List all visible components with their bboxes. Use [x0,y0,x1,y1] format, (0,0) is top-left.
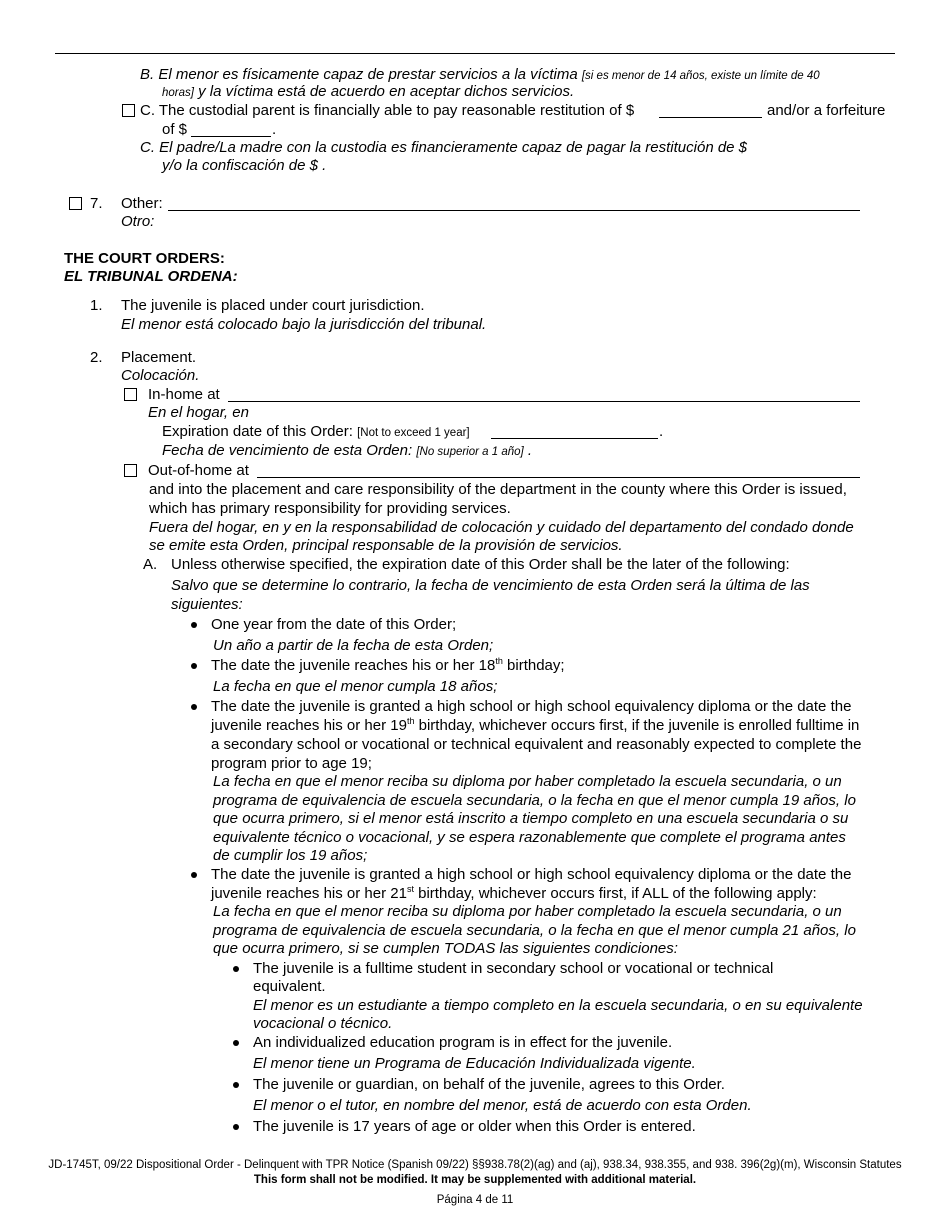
bullet [191,872,197,878]
sec6-c-es-line2: y/o la confiscación de $ . [162,157,327,174]
bullet3-line1: The date the juvenile is granted a high school or high school equivalency diploma or the date the [211,698,852,715]
bullet2-text-es: La fecha en que el menor cumpla 18 años; [213,678,498,695]
order1-text: The juvenile is placed under court jurisdiction. [121,297,425,314]
sub1-line1: The juvenile is a fulltime student in secondary school or vocational or technical [253,960,774,977]
sec6-c-checkbox[interactable] [122,104,135,117]
order1-number: 1. [90,297,103,314]
sub2-text: An individualized education program is in effect for the juvenile. [253,1034,673,1051]
bullet [191,704,197,710]
bullet [191,663,197,669]
sub3-text-es: El menor o el tutor, en nombre del menor, está de acuerdo con esta Orden. [253,1097,752,1114]
sec6-b-es-line2: horas] y la víctima está de acuerdo en aceptar dichos servicios. [162,83,575,100]
bullet3-line4: program prior to age 19; [211,755,372,772]
bullet4-es-line3: que ocurra primero, si se cumplen TODAS las siguientes condiciones: [213,940,678,957]
out-of-home-text-2: which has primary responsibility for providing services. [149,500,511,517]
sub1-es-line2: vocacional o técnico. [253,1015,393,1032]
item7-number: 7. [90,195,103,212]
bullet1-text: One year from the date of this Order; [211,616,457,633]
bullet1-text-es: Un año a partir de la fecha de esta Orden; [213,637,494,654]
footer-notice: This form shall not be modified. It may be supplemented with additional material. [253,1174,697,1186]
order2-number: 2. [90,349,103,366]
sec6-c-en-end: . [272,121,277,138]
item7-label-es: Otro: [121,213,155,230]
bullet [191,622,197,628]
bullet3-es-line1: La fecha en que el menor reciba su diploma por haber completado la escuela secundaria, o un [213,773,842,790]
order2-title: Placement. [121,349,197,366]
subsection-a-label: A. [143,556,158,573]
bullet [233,1124,239,1130]
sec6-c-en-line2: of $ [162,121,188,138]
sec6-c-en-line1b: and/or a forfeiture [767,102,886,119]
restitution-amount-field[interactable] [659,117,762,118]
out-of-home-text-es-2: se emite esta Orden, principal responsable de la provisión de servicios. [149,537,623,554]
forfeiture-amount-field[interactable] [191,136,271,137]
top-rule [55,53,895,54]
sub2-text-es: El menor tiene un Programa de Educación Individualizada vigente. [253,1055,696,1072]
footer-form-id: JD-1745T, 09/22 Dispositional Order - Delinquent with TPR Notice (Spanish 09/22) §§938.78(2)(ag) and (aj), 938.34, 938.355, and 938. 396(2g)(m), Wisconsin Statutes [48,1159,902,1171]
order1-text-es: El menor está colocado bajo la jurisdicción del tribunal. [121,316,487,333]
sec6-c-en-line1: C. The custodial parent is financially able to pay reasonable restitution of $ [140,102,635,119]
other-field[interactable] [168,210,860,211]
out-of-home-checkbox[interactable] [124,464,137,477]
bullet3-line2: juvenile reaches his or her 19th birthday, whichever occurs first, if the juvenile is enrolled fulltime in [211,716,860,734]
sub1-es-line1: El menor es un estudiante a tiempo completo en la escuela secundaria, o en su equivalente [253,997,863,1014]
bullet [233,966,239,972]
in-home-label-es: En el hogar, en [148,404,249,421]
bullet3-es-line2: programa de equivalencia de escuela secundaria, o la fecha en que el menor cumpla 19 años, lo [213,792,856,809]
bullet4-es-line1: La fecha en que el menor reciba su diploma por haber completado la escuela secundaria, o un [213,903,842,920]
in-home-label: In-home at [148,386,220,403]
bullet4-es-line2: programa de equivalencia de escuela secundaria, o la fecha en que el menor cumpla 21 años, lo [213,922,856,939]
sub4-text: The juvenile is 17 years of age or older when this Order is entered. [253,1118,696,1135]
item7-label: Other: [121,195,163,212]
subsection-a-text: Unless otherwise specified, the expiration date of this Order shall be the later of the following: [171,556,790,573]
bullet3-es-line5: de cumplir los 19 años; [213,847,368,864]
bullet3-line3: a secondary school or vocational or technical equivalent and reasonably expected to complete the [211,736,862,753]
court-orders-heading-es: EL TRIBUNAL ORDENA: [64,268,238,285]
bullet3-es-line3: que ocurra primero, si el menor está inscrito a tiempo completo en una escuela secundaria o su [213,810,849,827]
bullet4-line1: The date the juvenile is granted a high school or high school equivalency diploma or the date the [211,866,852,883]
sec6-b-es-line1: B. El menor es físicamente capaz de prestar servicios a la víctima [si es menor de 14 años, existe un límite de 40 [140,66,820,83]
expiration-end: . [659,423,664,440]
expiration-label-es: Fecha de vencimiento de esta Orden: [No superior a 1 año] . [162,442,533,459]
subsection-a-text-es-2: siguientes: [171,596,243,613]
court-orders-heading: THE COURT ORDERS: [64,250,225,267]
bullet3-es-line4: equivalente técnico o vocacional, y se espera razonablemente que complete el programa antes [213,829,846,846]
sub1-line2: equivalent. [253,978,326,995]
expiration-date-field[interactable] [491,438,658,439]
in-home-field[interactable] [228,401,860,402]
bullet [233,1040,239,1046]
order2-title-es: Colocación. [121,367,200,384]
out-of-home-field[interactable] [257,477,860,478]
out-of-home-text-1: and into the placement and care responsibility of the department in the county where this Order is issued, [149,481,847,498]
bullet2-text: The date the juvenile reaches his or her 18th birthday; [211,656,565,674]
sub3-text: The juvenile or guardian, on behalf of the juvenile, agrees to this Order. [253,1076,725,1093]
subsection-a-text-es-1: Salvo que se determine lo contrario, la fecha de vencimiento de esta Orden será la última de las [171,577,810,594]
bullet [233,1082,239,1088]
sec6-c-es-line1: C. El padre/La madre con la custodia es financieramente capaz de pagar la restitución de $ [140,139,748,156]
out-of-home-text-es-1: Fuera del hogar, en y en la responsabilidad de colocación y cuidado del departamento del condado donde [149,519,854,536]
other-checkbox[interactable] [69,197,82,210]
page-number: Página 4 de 11 [436,1194,514,1206]
out-of-home-label: Out-of-home at [148,462,249,479]
in-home-checkbox[interactable] [124,388,137,401]
bullet4-line2: juvenile reaches his or her 21st birthday, whichever occurs first, if ALL of the following apply: [211,884,817,902]
expiration-label: Expiration date of this Order: [Not to exceed 1 year] [162,423,470,440]
